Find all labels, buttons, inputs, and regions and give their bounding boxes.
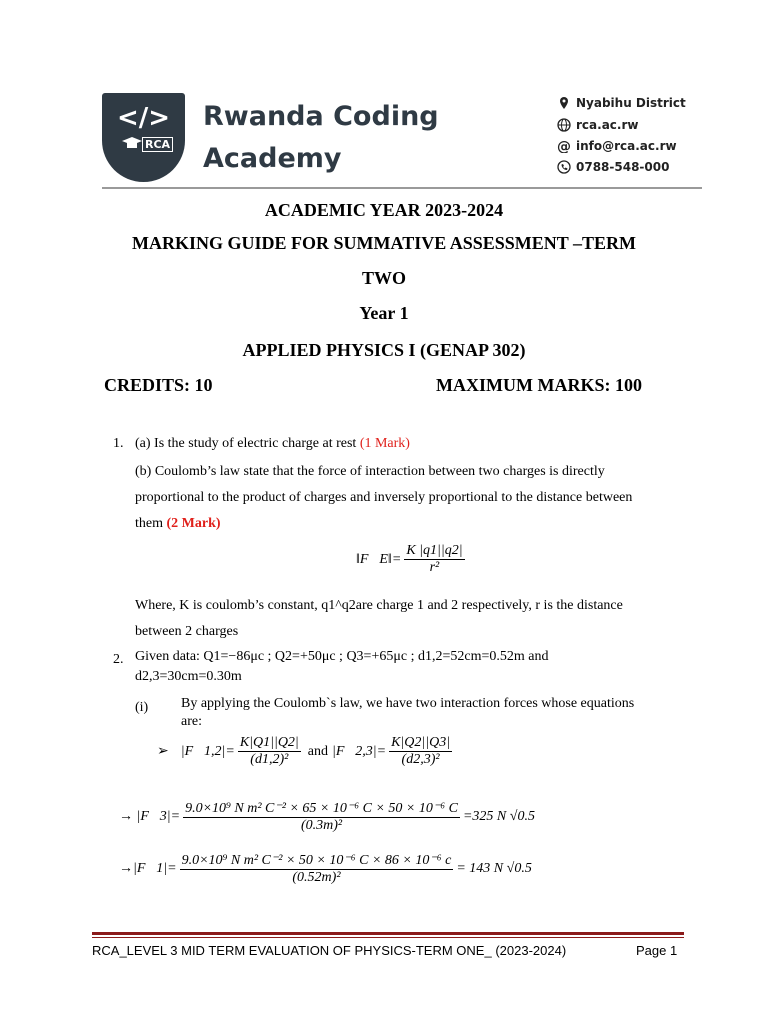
year-title: Year 1 bbox=[359, 303, 409, 323]
coulomb-formula: ‖F⃗E‖= $\frac{K |q1||q2|}{\text{r²}}$ bbox=[356, 543, 463, 575]
force-f1-calculation: →|F⃗1|= $\frac{\text{9.0×10⁹ N m² C⁻² × 50 × 10⁻⁶ C × 86 × 10⁻⁶ c}}{\text{(0.52m)²}}$ = 143 N √0.5 bbox=[119, 853, 532, 885]
contact-email: @ info@rca.ac.rw bbox=[557, 139, 677, 153]
footer-rule bbox=[92, 932, 684, 935]
header-divider bbox=[102, 187, 702, 189]
phone-icon bbox=[557, 160, 571, 174]
globe-icon bbox=[557, 118, 571, 132]
graduation-cap-icon bbox=[122, 137, 142, 149]
marking-guide-title: MARKING GUIDE FOR SUMMATIVE ASSESSMENT –TERM bbox=[132, 233, 636, 253]
course-title: APPLIED PHYSICS I (GENAP 302) bbox=[242, 340, 526, 360]
q1-b-mark: (2 Mark) bbox=[166, 516, 221, 531]
code-symbol: </> bbox=[116, 103, 171, 133]
academic-year-title: ACADEMIC YEAR 2023-2024 bbox=[264, 200, 504, 220]
term-title: TWO bbox=[361, 268, 406, 288]
force-equations: ➢ |F⃗1,2|= $\frac{K|Q1||Q2|}{\text{(d1,2)²}}$ and |F⃗2,3|= $\frac{K|Q2||Q3|}{\text{(d2,3)²}}$ bbox=[157, 735, 451, 767]
contact-location: Nyabihu District bbox=[557, 96, 686, 110]
footer-rule-thin bbox=[92, 937, 684, 938]
arrow-bullet-icon: ➢ bbox=[157, 744, 169, 759]
logo-abbreviation: RCA bbox=[142, 137, 173, 152]
q1-part-b: (b) Coulomb’s law state that the force of interaction between two charges is directly proportional to the product of charges and inversely proportional to the distance between them (2 Mark) bbox=[135, 464, 633, 531]
academy-logo bbox=[102, 93, 185, 182]
q1-where-text: Where, K is coulomb’s constant, q1^q2are charge 1 and 2 respectively, r is the distance between 2 charges bbox=[135, 598, 623, 639]
location-pin-icon bbox=[557, 96, 571, 110]
contact-phone: 0788-548-000 bbox=[557, 160, 669, 174]
credits-label: CREDITS: 10 bbox=[104, 375, 213, 395]
max-marks-label: MAXIMUM MARKS: 100 bbox=[436, 375, 642, 395]
brand-name: Rwanda Coding Academy bbox=[203, 101, 439, 174]
q2-sub-i: (i) bbox=[135, 700, 149, 715]
q2-given-data: Given data: Q1=−86μc ; Q2=+50μc ; Q3=+65μc ; d1,2=52cm=0.52m and d2,3=30cm=0.30m bbox=[135, 649, 549, 684]
q2-i-text: By applying the Coulomb`s law, we have two interaction forces whose equations are: bbox=[181, 696, 635, 729]
q2-number: 2. bbox=[113, 652, 124, 667]
at-icon bbox=[557, 139, 571, 153]
svg-text:@: @ bbox=[557, 139, 571, 153]
force-f3-calculation: → |F⃗3|= $\frac{\text{9.0×10⁹ N m² C⁻² × 65 × 10⁻⁶ C × 50 × 10⁻⁶ C}}{\text{(0.3m)²}}$ =325 N √0.5 bbox=[119, 801, 535, 833]
q1-a-mark: (1 Mark) bbox=[359, 436, 410, 451]
page-number: Page 1 bbox=[636, 943, 678, 958]
contact-website: rca.ac.rw bbox=[557, 118, 638, 132]
q1-number: 1. bbox=[113, 436, 124, 451]
footer-title: RCA_LEVEL 3 MID TERM EVALUATION OF PHYSICS-TERM ONE_ (2023-2024) bbox=[92, 943, 567, 958]
q1-part-a: (a) Is the study of electric charge at rest (1 Mark) bbox=[135, 436, 410, 451]
